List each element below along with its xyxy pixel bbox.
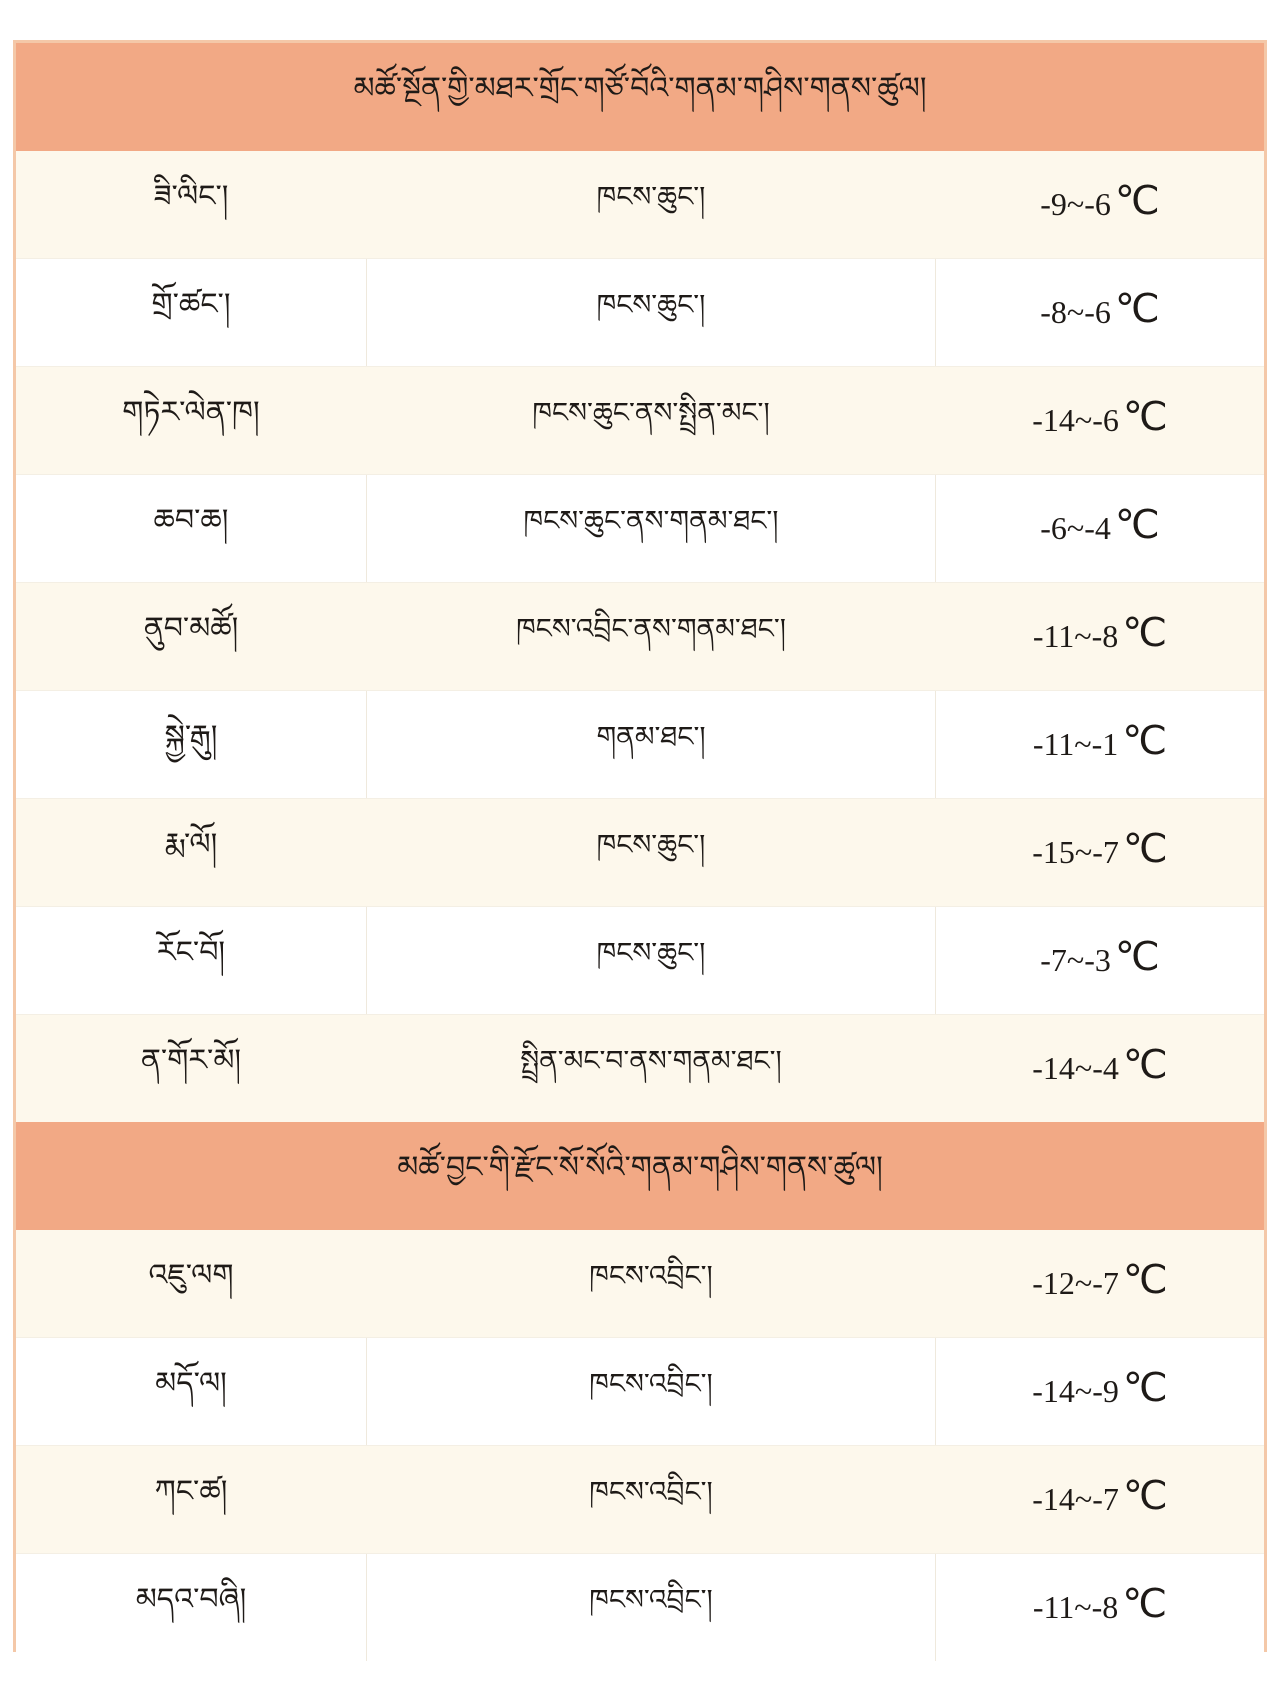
temperature-unit: ℃: [1114, 178, 1160, 223]
table-row: [16, 1337, 1264, 1445]
temperature-range: -14~-7: [1032, 1481, 1119, 1517]
temperature-range: -14~-6: [1032, 402, 1119, 438]
weather-cell: ཁངས་འབྲིང་།: [589, 1259, 713, 1292]
temperature-unit: ℃: [1114, 934, 1160, 979]
temperature-cell: [936, 151, 1264, 258]
weather-cell: ཁངས་ཆུང་།: [596, 180, 706, 213]
table-row: [16, 798, 1264, 906]
weather-cell: ཁངས་ཆུང་ནས་གནམ་ཐང་།: [366, 475, 936, 582]
place-cell: གཏེར་ལེན་ཁ།: [122, 394, 260, 430]
temperature-unit: ℃: [1122, 1473, 1168, 1518]
table-row: [16, 582, 1264, 690]
temperature-cell: [936, 1554, 1264, 1661]
weather-cell: ཁངས་ཆུང་ནས་སྤྲིན་མང་།: [532, 396, 770, 429]
temperature-range: -14~-4: [1032, 1050, 1119, 1086]
place-cell: མདའ་བཞི།: [135, 1581, 247, 1617]
place-cell: ནུབ་མཚོ།: [143, 610, 239, 646]
temperature-cell: [936, 259, 1264, 366]
temperature-cell: [936, 583, 1264, 690]
temperature-cell: [936, 691, 1264, 798]
weather-cell: ཁངས་ཆུང་།: [366, 907, 936, 1014]
temperature-cell: [936, 367, 1264, 474]
temperature-unit: ℃: [1122, 1257, 1168, 1302]
temperature-cell: [936, 1338, 1264, 1445]
place-cell: རོང་བོ།: [156, 934, 226, 970]
temperature-unit: ℃: [1122, 1581, 1168, 1626]
section-title: མཚོ་བྱང་གི་རྫོང་སོ་སོའི་གནམ་གཤིས་གནས་ཚུལ།: [397, 1150, 883, 1185]
weather-cell: ཁངས་ཆུང་།: [596, 828, 706, 861]
table-row: [16, 1553, 1264, 1661]
weather-cell: ཁངས་འབྲིང་།: [589, 1475, 713, 1508]
temperature-unit: ℃: [1122, 718, 1168, 763]
temperature-unit: ℃: [1114, 286, 1160, 331]
place-cell: མདོ་ལ།: [155, 1365, 227, 1401]
weather-cell: ཁངས་འབྲིང་།: [366, 1338, 936, 1445]
temperature-cell: [936, 907, 1264, 1014]
temperature-range: -11~-1: [1032, 726, 1119, 762]
weather-cell: གནམ་ཐང་།: [366, 691, 936, 798]
weather-cell: ཁངས་འབྲིང་ནས་གནམ་ཐང་།: [516, 612, 786, 645]
weather-table: [13, 40, 1267, 1652]
temperature-range: -9~-6: [1040, 186, 1111, 222]
temperature-range: -6~-4: [1040, 510, 1111, 546]
temperature-cell: [936, 1446, 1264, 1553]
temperature-cell: [936, 1230, 1264, 1337]
place-cell: ཆབ་ཆ།: [153, 502, 229, 538]
table-row: [16, 1230, 1264, 1337]
temperature-range: -14~-9: [1032, 1373, 1119, 1409]
temperature-range: -8~-6: [1040, 294, 1111, 330]
temperature-unit: ℃: [1114, 502, 1160, 547]
place-cell: སྐྱེ་རྒུ།: [164, 718, 218, 754]
temperature-unit: ℃: [1122, 1365, 1168, 1410]
weather-cell: ཁངས་འབྲིང་།: [366, 1554, 936, 1661]
temperature-cell: [936, 1015, 1264, 1122]
temperature-range: -12~-7: [1032, 1265, 1119, 1301]
temperature-unit: ℃: [1122, 1042, 1168, 1087]
temperature-unit: ℃: [1122, 826, 1168, 871]
section-header-haibei-counties: [16, 1122, 1264, 1230]
place-cell: རྨ་ལོ།: [164, 826, 218, 862]
table-row: [16, 1014, 1264, 1122]
temperature-range: -15~-7: [1032, 834, 1119, 870]
temperature-range: -11~-8: [1032, 1589, 1119, 1625]
table-row: [16, 258, 1264, 366]
table-row: [16, 1445, 1264, 1553]
section-header-qinghai-cities: [16, 43, 1264, 151]
temperature-range: -11~-8: [1032, 618, 1119, 654]
place-cell: གྲོ་ཚང་།: [151, 286, 231, 322]
table-row: [16, 151, 1264, 258]
table-row: [16, 906, 1264, 1014]
temperature-cell: [936, 799, 1264, 906]
temperature-unit: ℃: [1122, 394, 1168, 439]
weather-cell: ཁངས་ཆུང་།: [366, 259, 936, 366]
table-row: [16, 366, 1264, 474]
temperature-range: -7~-3: [1040, 942, 1111, 978]
place-cell: ཟི་ལིང་།: [153, 178, 229, 214]
place-cell: འཇུ་ལག: [148, 1257, 234, 1293]
temperature-unit: ℃: [1122, 610, 1168, 655]
temperature-cell: [936, 475, 1264, 582]
table-row: [16, 690, 1264, 798]
table-row: [16, 474, 1264, 582]
place-cell: ཀང་ཚ།: [154, 1473, 228, 1509]
place-cell: ན་གོར་མོ།: [140, 1042, 242, 1078]
weather-cell: སྤྲིན་མང་བ་ནས་གནམ་ཐང་།: [520, 1044, 782, 1077]
section-title: མཚོ་སྔོན་གྱི་མཐར་གྲོང་གཙོ་བོའི་གནམ་གཤིས་གནས་ཚུལ།: [353, 71, 927, 106]
